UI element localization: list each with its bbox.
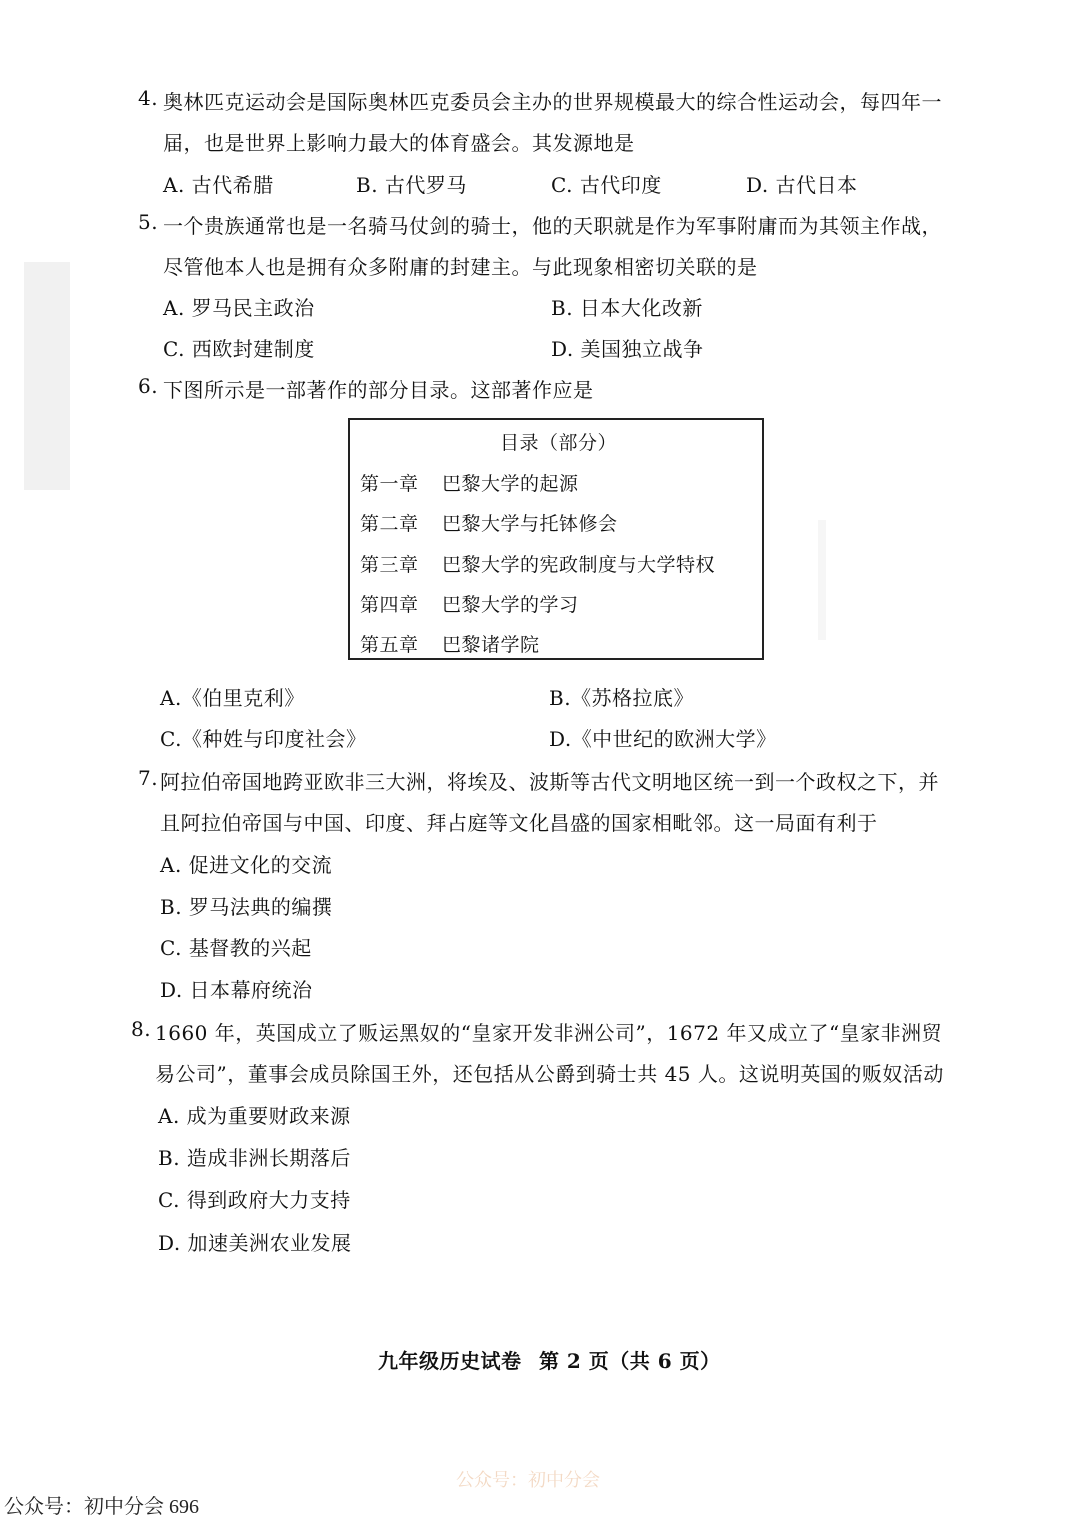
question-8-option-c[interactable]: C. 得到政府大力支持 [158,1188,351,1212]
question-6-option-d[interactable]: D.《中世纪的欧洲大学》 [549,727,777,751]
question-8-stem-line-2: 易公司”，董事会成员除国王外，还包括从公爵到骑士共 45 人。这说明英国的贩奴活动 [155,1062,944,1086]
toc-chapter-1: 第一章 巴黎大学的起源 [360,473,579,495]
question-6-option-a[interactable]: A.《伯里克利》 [160,686,305,710]
watermark-center: 公众号：初中分会 [456,1470,600,1491]
question-8-option-d[interactable]: D. 加速美洲农业发展 [158,1231,352,1255]
question-6-number: 6. [138,374,159,398]
footer-subject: 九年级历史试卷 [378,1349,522,1373]
scan-shade-left [24,262,70,490]
question-5-option-d[interactable]: D. 美国独立战争 [551,337,704,361]
question-7-stem-line-2: 且阿拉伯帝国与中国、印度、拜占庭等文化昌盛的国家相毗邻。这一局面有利于 [160,811,878,835]
footer-page-info: 第 2 页（共 6 页） [538,1349,721,1373]
question-4-option-b[interactable]: B. 古代罗马 [356,173,467,197]
question-5-stem-line-2: 尽管他本人也是拥有众多附庸的封建主。与此现象相密切关联的是 [163,255,758,279]
question-8-option-a[interactable]: A. 成为重要财政来源 [158,1104,351,1128]
toc-chapter-2: 第二章 巴黎大学与托钵修会 [360,513,618,535]
question-6-option-c[interactable]: C.《种姓与印度社会》 [160,727,367,751]
table-of-contents-box [348,418,764,660]
question-4-number: 4. [138,86,159,110]
watermark-left: 公众号：初中分会 696 [4,1496,199,1518]
question-4-option-a[interactable]: A. 古代希腊 [163,173,274,197]
question-8-number: 8. [131,1017,152,1041]
question-7-option-a[interactable]: A. 促进文化的交流 [160,853,333,877]
question-4-stem-line-1: 奥林匹克运动会是国际奥林匹克委员会主办的世界规模最大的综合性运动会，每四年一 [163,90,942,114]
toc-title: 目录（部分） [500,432,618,454]
question-7-option-d[interactable]: D. 日本幕府统治 [160,978,313,1002]
question-6-stem-line-1: 下图所示是一部著作的部分目录。这部著作应是 [163,378,594,402]
question-7-stem-line-1: 阿拉伯帝国地跨亚欧非三大洲，将埃及、波斯等古代文明地区统一到一个政权之下，并 [160,770,939,794]
question-8-stem-line-1: 1660 年，英国成立了贩运黑奴的“皇家开发非洲公司”，1672 年又成立了“皇家非洲贸 [155,1021,943,1045]
question-4-option-c[interactable]: C. 古代印度 [551,173,662,197]
toc-chapter-5: 第五章 巴黎诸学院 [360,634,540,656]
toc-chapter-3: 第三章 巴黎大学的宪政制度与大学特权 [360,554,716,576]
question-4-option-d[interactable]: D. 古代日本 [746,173,858,197]
toc-chapter-4: 第四章 巴黎大学的学习 [360,594,579,616]
question-5-option-b[interactable]: B. 日本大化改新 [551,296,703,320]
question-5-stem-line-1: 一个贵族通常也是一名骑马仗剑的骑士，他的天职就是作为军事附庸而为其领主作战， [163,214,942,238]
scan-shade-right [818,520,826,640]
question-5-option-a[interactable]: A. 罗马民主政治 [163,296,315,320]
question-5-number: 5. [138,210,159,234]
question-7-option-c[interactable]: C. 基督教的兴起 [160,936,312,960]
question-4-stem-line-2: 届，也是世界上影响力最大的体育盛会。其发源地是 [163,131,635,155]
question-7-option-b[interactable]: B. 罗马法典的编撰 [160,895,333,919]
page-footer [378,1345,721,1374]
question-8-option-b[interactable]: B. 造成非洲长期落后 [158,1146,351,1170]
question-7-number: 7. [138,766,159,790]
question-5-option-c[interactable]: C. 西欧封建制度 [163,337,315,361]
question-6-option-b[interactable]: B.《苏格拉底》 [549,686,695,710]
